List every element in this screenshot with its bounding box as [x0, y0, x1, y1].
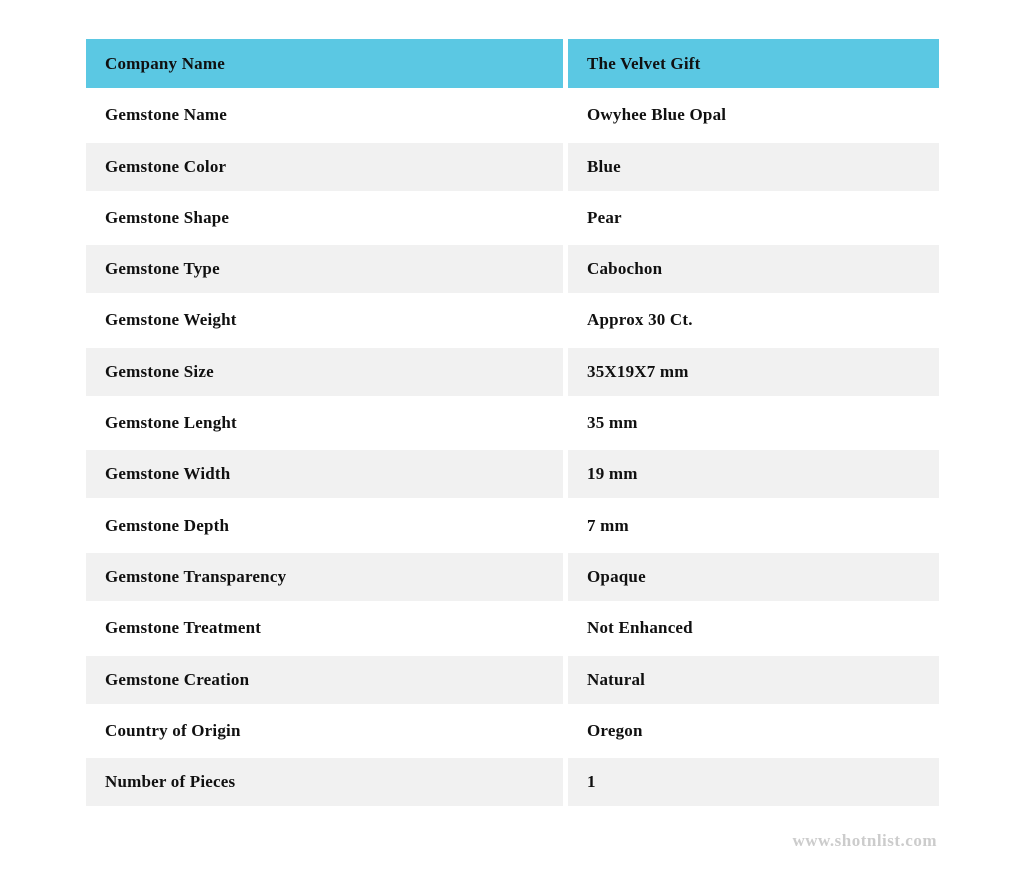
row-value: Cabochon — [568, 245, 939, 293]
table-row — [86, 553, 939, 601]
row-value: Approx 30 Ct. — [568, 296, 939, 344]
row-label: Gemstone Treatment — [86, 604, 563, 652]
row-label: Country of Origin — [86, 707, 563, 755]
row-label: Gemstone Transparency — [86, 553, 563, 601]
header-label-company-name: Company Name — [86, 39, 563, 88]
row-label: Number of Pieces — [86, 758, 563, 806]
table-row — [86, 91, 939, 139]
row-label: Gemstone Depth — [86, 502, 563, 550]
table-row — [86, 245, 939, 293]
table-row — [86, 143, 939, 191]
row-label: Gemstone Type — [86, 245, 563, 293]
row-value: Opaque — [568, 553, 939, 601]
row-value: 35X19X7 mm — [568, 348, 939, 396]
table-row — [86, 707, 939, 755]
row-label: Gemstone Lenght — [86, 399, 563, 447]
row-label: Gemstone Color — [86, 143, 563, 191]
table-row — [86, 758, 939, 806]
row-value: Oregon — [568, 707, 939, 755]
table-row — [86, 194, 939, 242]
watermark-text: www.shotnlist.com — [792, 831, 937, 850]
table-header-row — [86, 39, 939, 88]
header-value-company-name: The Velvet Gift — [568, 39, 939, 88]
table-row — [86, 399, 939, 447]
table-row — [86, 450, 939, 498]
row-value: 1 — [568, 758, 939, 806]
row-label: Gemstone Width — [86, 450, 563, 498]
row-value: Pear — [568, 194, 939, 242]
row-label: Gemstone Name — [86, 91, 563, 139]
row-label: Gemstone Creation — [86, 656, 563, 704]
row-label: Gemstone Shape — [86, 194, 563, 242]
row-value: Not Enhanced — [568, 604, 939, 652]
table-row — [86, 296, 939, 344]
table-row — [86, 502, 939, 550]
table-row — [86, 604, 939, 652]
table-row — [86, 656, 939, 704]
row-value: 7 mm — [568, 502, 939, 550]
table-row — [86, 348, 939, 396]
row-value: 35 mm — [568, 399, 939, 447]
row-value: Blue — [568, 143, 939, 191]
row-value: Natural — [568, 656, 939, 704]
row-label: Gemstone Weight — [86, 296, 563, 344]
row-value: 19 mm — [568, 450, 939, 498]
row-label: Gemstone Size — [86, 348, 563, 396]
gemstone-spec-table — [86, 39, 939, 806]
row-value: Owyhee Blue Opal — [568, 91, 939, 139]
